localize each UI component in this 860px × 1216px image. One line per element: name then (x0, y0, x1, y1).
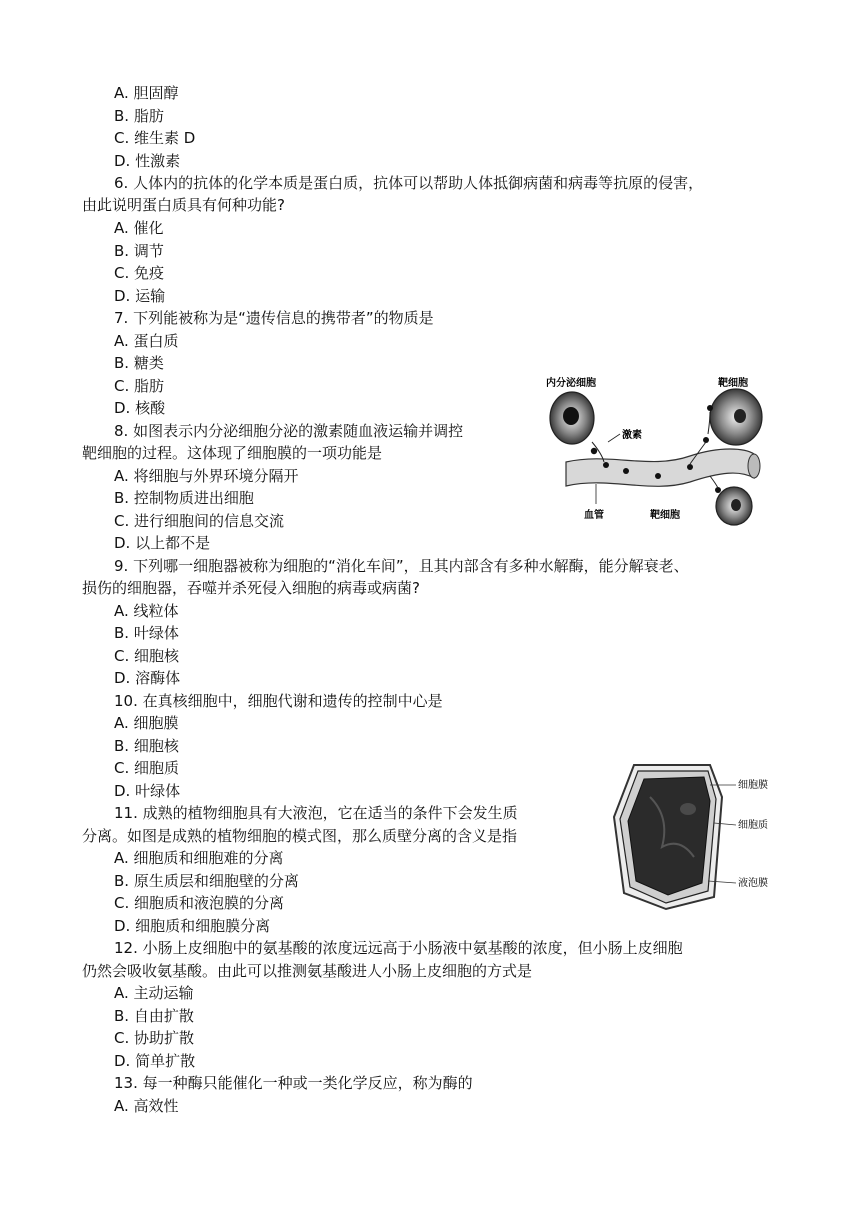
q12-option-d: D. 简单扩散 (114, 1052, 196, 1070)
q5-option-d: D. 性激素 (114, 152, 181, 170)
q8-option-d: D. 以上都不是 (114, 534, 211, 552)
q10-option-b: B. 细胞核 (114, 737, 179, 755)
tonoplast-label: 液泡膜 (738, 878, 768, 889)
plant-cell-figure (610, 757, 790, 917)
q10-stem: 10. 在真核细胞中，细胞代谢和遗传的控制中心是 (114, 692, 443, 710)
q12-stem-line2: 仍然会吸收氨基酸。由此可以推测氨基酸进人小肠上皮细胞的方式是 (82, 962, 533, 980)
q7-option-a: A. 蛋白质 (114, 332, 179, 350)
q6-option-a: A. 催化 (114, 219, 164, 237)
q6-stem-line2: 由此说明蛋白质具有何种功能? (82, 196, 285, 214)
q7-option-b: B. 糖类 (114, 354, 164, 372)
q6-option-c: C. 免疫 (114, 264, 165, 282)
q7-option-c: C. 脂肪 (114, 377, 165, 395)
q11-option-c: C. 细胞质和液泡膜的分离 (114, 894, 285, 912)
q5-option-a: A. 胆固醇 (114, 84, 179, 102)
q11-stem-line2: 分离。如图是成熟的植物细胞的模式图，那么质壁分离的含义是指 (82, 827, 518, 845)
hormone-particle (707, 405, 713, 411)
q12-option-a: A. 主动运输 (114, 984, 194, 1002)
target-cell-bottom-label: 靶细胞 (650, 510, 680, 521)
q5-option-b: B. 脂肪 (114, 107, 164, 125)
q10-option-c: C. 细胞质 (114, 759, 180, 777)
target-cell-top-label: 靶细胞 (718, 378, 748, 389)
q5-option-c: C. 维生素 D (114, 129, 196, 147)
hormone-particle (591, 448, 597, 454)
q8-stem-line2: 靶细胞的过程。这体现了细胞膜的一项功能是 (82, 444, 383, 462)
q9-option-a: A. 线粒体 (114, 602, 179, 620)
hormone-label: 激素 (622, 430, 642, 441)
q8-option-a: A. 将细胞与外界环境分隔开 (114, 467, 299, 485)
q7-stem: 7. 下列能被称为是“遗传信息的携带者”的物质是 (114, 309, 434, 327)
hormone-transport-figure (540, 372, 780, 527)
q9-option-c: C. 细胞核 (114, 647, 180, 665)
q11-option-d: D. 细胞质和细胞膜分离 (114, 917, 271, 935)
vacuole (628, 777, 710, 895)
q9-stem-line1: 9. 下列哪一细胞器被称为细胞的“消化车间”，且其内部含有多种水解酶，能分解衰老、 (114, 557, 689, 575)
q6-option-d: D. 运输 (114, 287, 166, 305)
q7-option-d: D. 核酸 (114, 399, 166, 417)
q8-stem-line1: 8. 如图表示内分泌细胞分泌的激素随血液运输并调控 (114, 422, 464, 440)
q11-option-a: A. 细胞质和细胞难的分离 (114, 849, 284, 867)
q9-option-b: B. 叶绿体 (114, 624, 179, 642)
blood-vessel (566, 449, 754, 486)
q13-option-a: A. 高效性 (114, 1097, 179, 1115)
arrow (710, 476, 718, 488)
q8-option-b: B. 控制物质进出细胞 (114, 489, 254, 507)
hormone-particle (603, 462, 609, 468)
hormone-particle (687, 464, 693, 470)
q10-option-a: A. 细胞膜 (114, 714, 179, 732)
endocrine-nucleus (563, 407, 579, 425)
q6-option-b: B. 调节 (114, 242, 164, 260)
q9-option-d: D. 溶酶体 (114, 669, 181, 687)
vessel-label: 血管 (584, 510, 604, 521)
arrow (708, 412, 710, 434)
target-nucleus-bottom (731, 499, 741, 511)
vacuole-texture (680, 803, 696, 815)
q13-stem: 13. 每一种酶只能催化一种或一类化学反应，称为酶的 (114, 1074, 473, 1092)
q11-option-b: B. 原生质层和细胞壁的分离 (114, 872, 299, 890)
cytoplasm-label: 细胞质 (738, 820, 768, 831)
endocrine-cell-label: 内分泌细胞 (546, 378, 596, 389)
target-nucleus-top (734, 409, 746, 423)
hormone-particle (623, 468, 629, 474)
vessel-opening (748, 454, 760, 478)
q12-option-c: C. 协助扩散 (114, 1029, 195, 1047)
q6-stem-line1: 6. 人体内的抗体的化学本质是蛋白质，抗体可以帮助人体抵御病菌和病毒等抗原的侵害， (114, 174, 704, 192)
q12-option-b: B. 自由扩散 (114, 1007, 194, 1025)
q11-stem-line1: 11. 成熟的植物细胞具有大液泡，它在适当的条件下会发生质 (114, 804, 518, 822)
hormone-particle (655, 473, 661, 479)
q8-option-c: C. 进行细胞间的信息交流 (114, 512, 285, 530)
hormone-pointer (608, 434, 620, 442)
cell-membrane-label: 细胞膜 (738, 780, 768, 791)
q10-option-d: D. 叶绿体 (114, 782, 181, 800)
q9-stem-line2: 损伤的细胞器，吞噬并杀死侵入细胞的病毒或病菌? (82, 579, 420, 597)
q12-stem-line1: 12. 小肠上皮细胞中的氨基酸的浓度远远高于小肠液中氨基酸的浓度，但小肠上皮细胞 (114, 939, 683, 957)
